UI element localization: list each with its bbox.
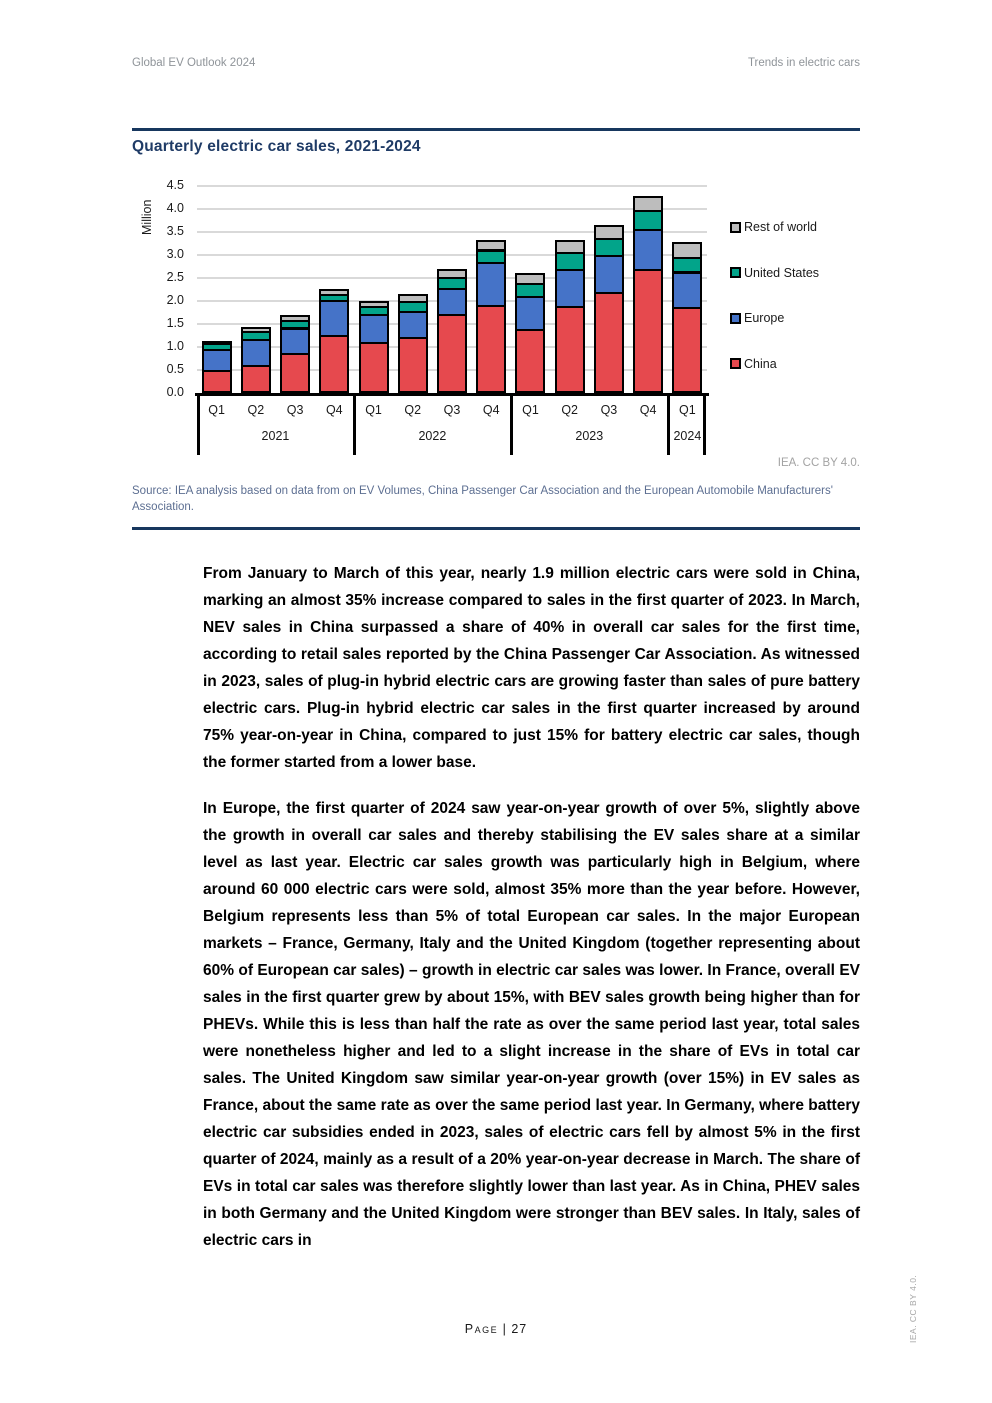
bar-segment-china — [398, 337, 428, 393]
bar-segment-united-states — [672, 257, 702, 273]
figure-top-rule — [132, 128, 860, 131]
legend-item — [730, 266, 819, 280]
paragraph-2: In Europe, the first quarter of 2024 saw year-on-year growth of over 5%, slightly above the growth in overall car sales and thereby stabilising the EV sales share at a similar level as last year. Electric car sales growth was particularly high in Belgium, where around 60 000 electric cars were sold, almost 35% more than the year before. However, Belgium represents less than 5% of total European car sales. In the major European markets – France, Germany, Italy and the United Kingdom (together representing about 60% of European car sales) – growth in electric car sales was lower. In France, overall EV sales in the first quarter grew by about 15%, with BEV sales growth being higher than for PHEVs. While this is less than half the rate as over the same period last year, total sales were nonetheless higher and led to a slight increase in the share of EVs in total car sales. The United Kingdom saw similar year-on-year growth (over 15%) in EV sales as France, about the same rate as over the same period last year. In Germany, where battery electric car subsidies ended in 2023, sales of electric cars fell by almost 5% in the first quarter of 2024, mainly as a result of a 20% year-on-year decrease in March. The share of EVs in total car sales was therefore slightly lower than last year. As in China, PHEV sales in both Germany and the United Kingdom were stronger than BEV sales. In Italy, sales of electric cars in — [203, 800, 860, 1249]
legend-swatch-rest-of-world — [730, 222, 741, 233]
legend-item — [730, 311, 784, 325]
bar-segment-rest-of-world — [476, 240, 506, 251]
y-axis-label: Million — [140, 199, 154, 235]
bar-segment-united-states — [633, 210, 663, 231]
body-text — [203, 560, 860, 1273]
header-left-text: Global EV Outlook 2024 — [132, 57, 256, 69]
bar-segment-united-states — [555, 252, 585, 271]
bar-segment-united-states — [594, 238, 624, 257]
figure-source: Source: IEA analysis based on data from on EV Volumes, China Passenger Car Association and the European Automobile Manufacturers' Association. — [132, 485, 833, 513]
x-axis-line — [195, 393, 709, 396]
bar-segment-rest-of-world — [672, 242, 702, 259]
plot-area — [197, 186, 707, 393]
page-footer — [0, 1322, 992, 1336]
year-label: 2024 — [673, 429, 702, 443]
year-label: 2022 — [418, 429, 447, 443]
y-tick-label: 0.5 — [166, 362, 184, 376]
bar-segment-rest-of-world — [594, 225, 624, 240]
y-tick-label: 2.0 — [166, 293, 184, 307]
figure-credit: IEA. CC BY 4.0. — [777, 457, 860, 469]
y-tick-label: 0.0 — [166, 385, 184, 399]
legend-item — [730, 220, 817, 234]
paragraph-1: From January to March of this year, nearly 1.9 million electric cars were sold in China, marking an almost 35% increase compared to sales in the first quarter of 2023. In March, NEV sales in China surpassed a share of 40% in overall car sales for the first time, according to retail sales reported by the China Passenger Car Association. As witnessed in 2023, sales of plug-in hybrid electric cars are growing faster than sales of pure battery electric cars. Plug-in hybrid electric car sales in the first quarter increased by around 75% year-on-year in China, compared to just 15% for battery electric car sales, though the former started from a lower base. — [203, 565, 860, 771]
y-tick-label: 1.0 — [166, 339, 184, 353]
quarter-label: Q1 — [365, 403, 382, 417]
quarter-label: Q2 — [561, 403, 579, 417]
footer-page-label: Page — [464, 1322, 499, 1336]
year-label: 2021 — [261, 429, 290, 443]
bar-segment-rest-of-world — [319, 289, 349, 296]
bar-segment-rest-of-world — [241, 327, 271, 333]
bar-segment-rest-of-world — [280, 315, 310, 322]
quarter-label: Q3 — [600, 403, 618, 417]
legend-swatch-europe — [730, 313, 741, 324]
bar-segment-europe — [202, 349, 232, 372]
bar-segment-rest-of-world — [202, 341, 232, 345]
quarter-label: Q1 — [522, 403, 539, 417]
bar-segment-europe — [515, 296, 545, 331]
quarter-label: Q4 — [639, 403, 657, 417]
quarter-label: Q4 — [325, 403, 343, 417]
bar-segment-china — [555, 306, 585, 393]
y-tick-label: 4.0 — [166, 201, 184, 215]
year-group-separator — [510, 393, 513, 455]
bar-segment-rest-of-world — [555, 240, 585, 254]
bar-segment-europe — [594, 255, 624, 294]
y-tick-label: 3.5 — [166, 224, 184, 238]
legend-swatch-china — [730, 358, 741, 369]
y-tick-label: 4.5 — [166, 178, 184, 192]
bar-segment-united-states — [515, 283, 545, 298]
bar-segment-china — [672, 307, 702, 393]
quarter-label: Q2 — [247, 403, 265, 417]
quarter-label: Q3 — [443, 403, 461, 417]
bar-segment-china — [476, 305, 506, 393]
year-group-separator — [353, 393, 356, 455]
y-tick-label: 3.0 — [166, 247, 184, 261]
legend-label: United States — [744, 265, 820, 280]
header-right-text: Trends in electric cars — [747, 57, 860, 69]
figure-bottom-rule — [132, 527, 860, 530]
year-label: 2023 — [575, 429, 604, 443]
quarter-label: Q2 — [404, 403, 422, 417]
bar-segment-china — [319, 335, 349, 393]
year-group-separator — [667, 393, 670, 455]
bar-segment-china — [202, 370, 232, 393]
bar-segment-united-states — [476, 250, 506, 264]
quarter-label: Q1 — [679, 403, 696, 417]
bar-segment-china — [515, 329, 545, 393]
bar-segment-europe — [280, 328, 310, 355]
bar-segment-china — [437, 314, 467, 393]
bar-segment-europe — [555, 269, 585, 308]
quarterly-sales-chart — [132, 170, 860, 470]
bar-segment-europe — [319, 300, 349, 337]
bar-segment-china — [241, 365, 271, 393]
quarter-label: Q3 — [286, 403, 304, 417]
quarter-label: Q1 — [208, 403, 225, 417]
bar-segment-china — [280, 353, 310, 393]
legend-item — [730, 357, 777, 371]
bar-segment-europe — [633, 229, 663, 271]
bar-segment-europe — [398, 311, 428, 339]
bar-segment-china — [594, 292, 624, 393]
legend-swatch-united-states — [730, 267, 741, 278]
bar-segment-rest-of-world — [398, 294, 428, 303]
legend-label: Rest of world — [744, 220, 817, 234]
bar-segment-europe — [359, 314, 389, 344]
bar-segment-rest-of-world — [437, 269, 467, 279]
bar-segment-rest-of-world — [359, 301, 389, 308]
bar-segment-europe — [672, 272, 702, 309]
footer-page-number: | 27 — [502, 1322, 528, 1336]
bar-segment-europe — [437, 288, 467, 316]
bar-segment-europe — [476, 262, 506, 307]
side-credit-vertical: IEA. CC BY 4.0. — [908, 1274, 918, 1343]
year-group-separator — [197, 393, 200, 455]
bar-segment-rest-of-world — [515, 273, 545, 285]
figure-title: Quarterly electric car sales, 2021-2024 — [132, 138, 421, 155]
year-group-separator — [703, 393, 706, 455]
bar-segment-rest-of-world — [633, 196, 663, 212]
bar-segment-china — [633, 269, 663, 393]
legend-label: Europe — [744, 311, 785, 325]
legend-label: China — [744, 356, 777, 371]
bar-segment-china — [359, 342, 389, 393]
page-header — [132, 57, 860, 69]
y-tick-label: 1.5 — [166, 316, 184, 330]
quarter-label: Q4 — [482, 403, 500, 417]
bar-segment-europe — [241, 339, 271, 367]
y-tick-label: 2.5 — [166, 270, 184, 284]
